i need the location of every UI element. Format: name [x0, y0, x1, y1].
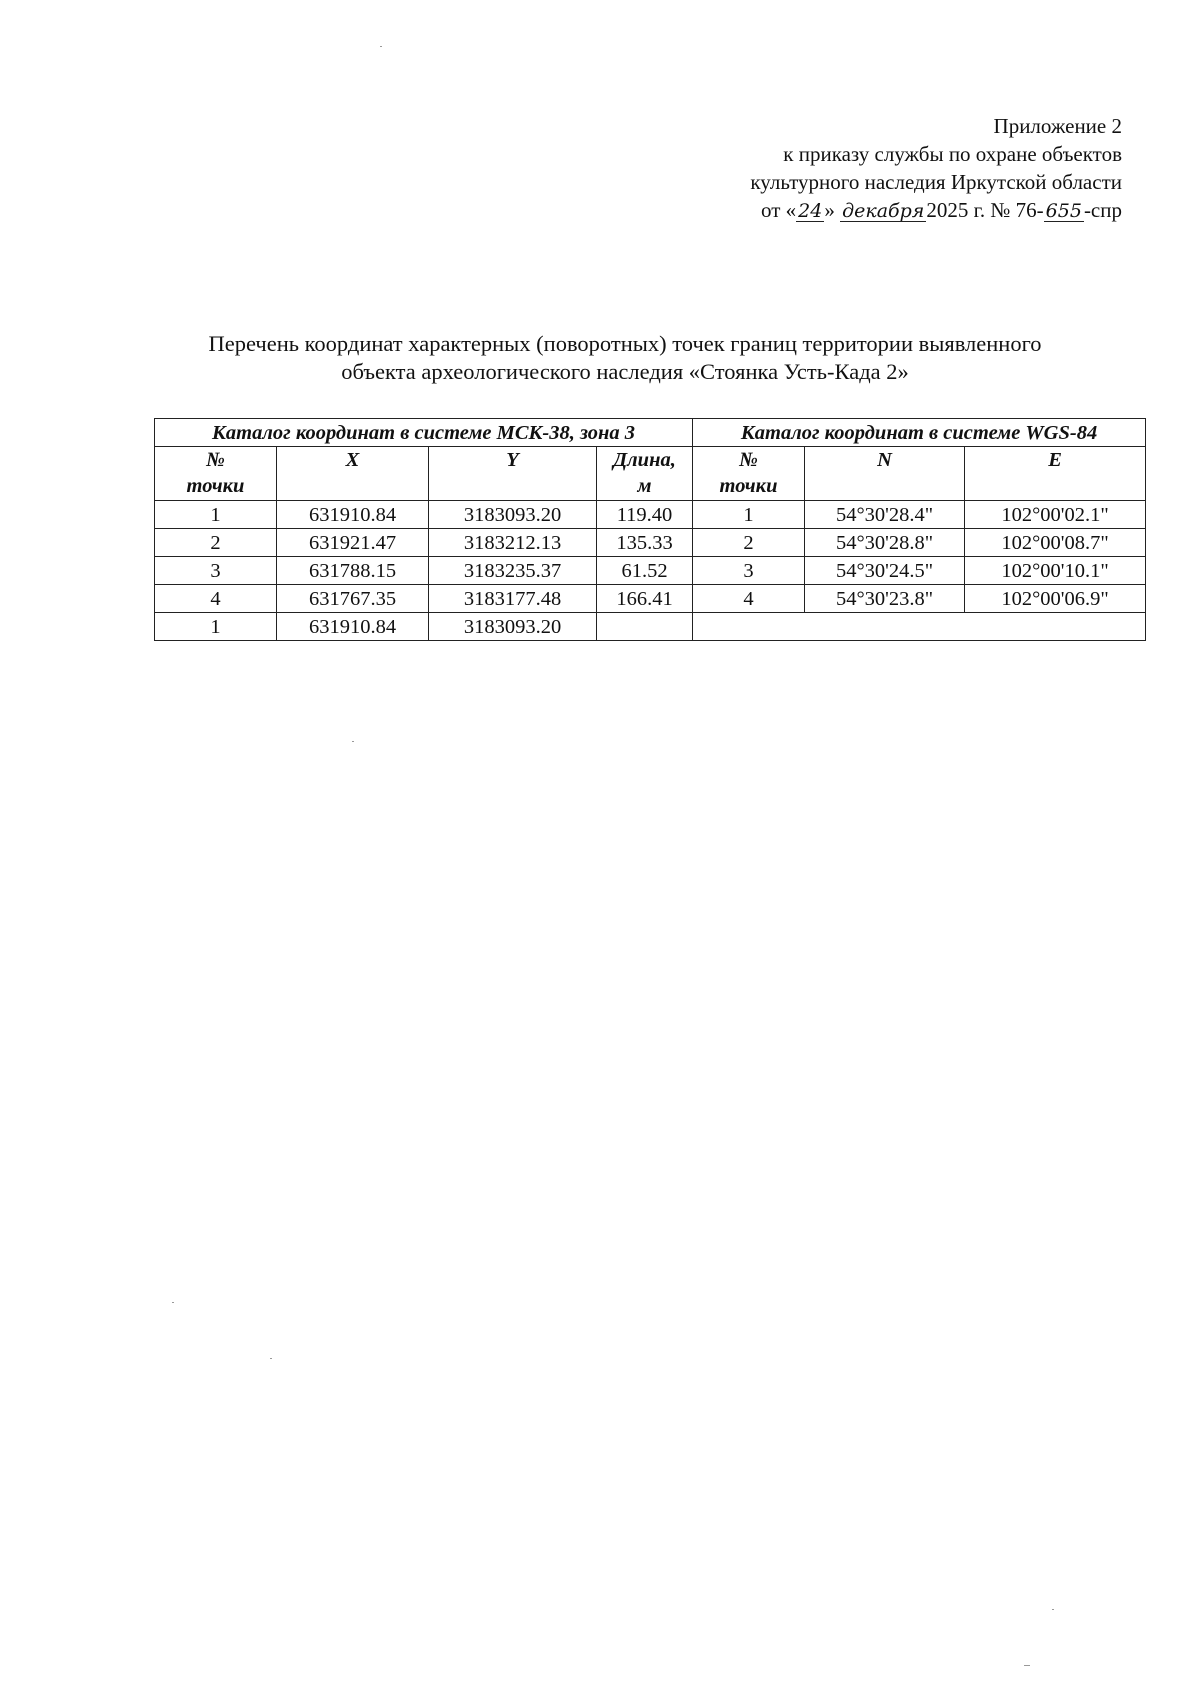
y-header: Y [429, 447, 597, 501]
scan-speck [352, 741, 354, 742]
length-value: 135.33 [597, 529, 693, 557]
scan-speck [1052, 1609, 1054, 1610]
x-value: 631767.35 [277, 585, 429, 613]
x-value: 631921.47 [277, 529, 429, 557]
coordinates-table [154, 418, 1146, 641]
y-value: 3183093.20 [429, 613, 597, 641]
latitude-value: 54°30'23.8" [805, 585, 965, 613]
latitude-value: 54°30'28.4" [805, 501, 965, 529]
longitude-value: 102°00'06.9" [965, 585, 1146, 613]
length-value: 119.40 [597, 501, 693, 529]
x-value: 631910.84 [277, 501, 429, 529]
y-value: 3183235.37 [429, 557, 597, 585]
handwritten-order-number: 655 [1045, 200, 1082, 222]
y-value: 3183093.20 [429, 501, 597, 529]
msk-point-number-header: № точки [155, 447, 277, 501]
latitude-value: 54°30'28.8" [805, 529, 965, 557]
y-value: 3183212.13 [429, 529, 597, 557]
length-header: Длина, м [597, 447, 693, 501]
scan-speck [1024, 1665, 1030, 1666]
wgs-point-number: 3 [693, 557, 805, 585]
table-row [155, 585, 1146, 613]
document-title [120, 330, 1130, 386]
annex-date-line [750, 196, 1122, 224]
latitude-value: 54°30'24.5" [805, 557, 965, 585]
wgs-point-number: 1 [693, 501, 805, 529]
handwritten-day: 24 [798, 200, 823, 222]
annex-block [750, 112, 1122, 224]
table-row [155, 501, 1146, 529]
length-value-empty [597, 613, 693, 641]
longitude-value: 102°00'10.1" [965, 557, 1146, 585]
title-line-1: Перечень координат характерных (поворотных) точек границ территории выявленного [208, 331, 1042, 356]
point-number: 1 [155, 501, 277, 529]
x-header: X [277, 447, 429, 501]
e-header: E [965, 447, 1146, 501]
longitude-value: 102°00'08.7" [965, 529, 1146, 557]
x-value: 631910.84 [277, 613, 429, 641]
point-number: 4 [155, 585, 277, 613]
length-value: 61.52 [597, 557, 693, 585]
closing-row [155, 613, 1146, 641]
wgs-point-number: 2 [693, 529, 805, 557]
n-header: N [805, 447, 965, 501]
x-value: 631788.15 [277, 557, 429, 585]
title-line-2: объекта археологического наследия «Стоянка Усть-Када 2» [341, 359, 909, 384]
table-row [155, 529, 1146, 557]
wgs-empty-cell [693, 613, 1146, 641]
table-row [155, 557, 1146, 585]
wgs-point-number: 4 [693, 585, 805, 613]
scan-speck [172, 1302, 174, 1303]
y-value: 3183177.48 [429, 585, 597, 613]
wgs-catalog-header: Каталог координат в системе WGS-84 [693, 419, 1146, 447]
point-number: 2 [155, 529, 277, 557]
longitude-value: 102°00'02.1" [965, 501, 1146, 529]
handwritten-month: декабря [842, 200, 925, 222]
order-suffix: -спр [1083, 198, 1122, 222]
wgs-point-number-header: № точки [693, 447, 805, 501]
annex-title: Приложение 2 [993, 114, 1122, 138]
point-number: 1 [155, 613, 277, 641]
annex-line-region: культурного наследия Иркутской области [750, 170, 1122, 194]
date-sep: » [824, 198, 835, 222]
scan-speck [380, 46, 382, 47]
msk-catalog-header: Каталог координат в системе МСК-38, зона 3 [155, 419, 693, 447]
length-value: 166.41 [597, 585, 693, 613]
scan-speck [270, 1358, 272, 1359]
point-number: 3 [155, 557, 277, 585]
date-year: 2025 г. № 76- [926, 198, 1044, 222]
annex-line-order: к приказу службы по охране объектов [783, 142, 1122, 166]
date-prefix: от « [760, 198, 797, 222]
